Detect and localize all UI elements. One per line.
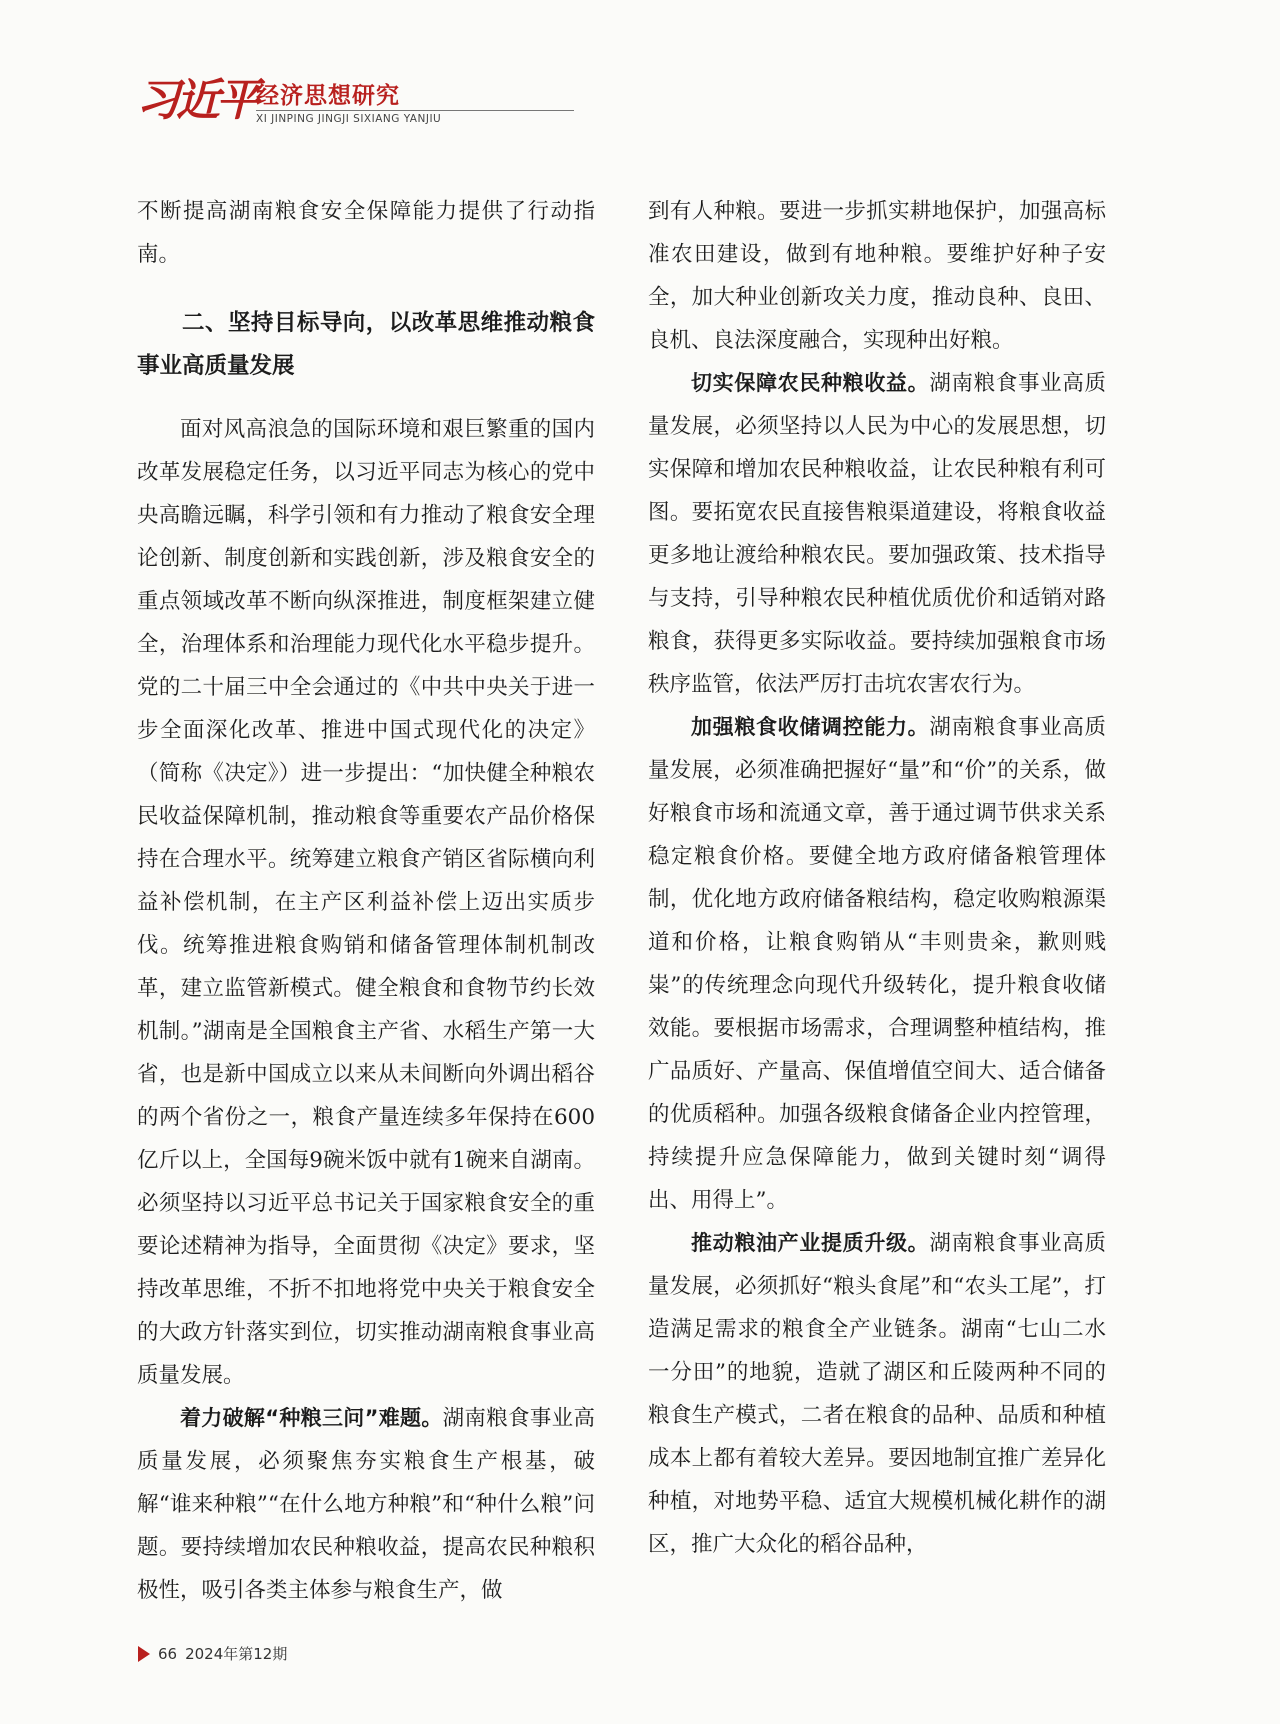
section-heading: 二、坚持目标导向，以改革思维推动粮食事业高质量发展 [137, 310, 595, 379]
header-divider [256, 110, 574, 111]
paragraph: 到有人种粮。要进一步抓实耕地保护，加强高标准农田建设，做到有地种粮。要维护好种子安全，加大种业创新攻关力度，推动良种、良田、良机、良法深度融合，实现种出好粮。 [648, 199, 1106, 353]
paragraph-lead: 着力破解“种粮三问”难题。 [180, 1406, 443, 1430]
paragraph [648, 362, 1106, 706]
journal-subtitle: XI JINPING JINGJI SIXIANG YANJIU [256, 113, 442, 125]
paragraph-body: 湖南粮食事业高质量发展，必须抓好“粮头食尾”和“农头工尾”，打造满足需求的粮食全产业链条。湖南“七山二水一分田”的地貌，造就了湖区和丘陵两种不同的粮食生产模式，二者在粮食的品种、品质和种植成本上都有着较大差异。要因地制宜推广差异化种植，对地势平稳、适宜大规模机械化耕作的湖区，推广大众化的稻谷品种， [648, 1231, 1106, 1557]
paragraph [648, 706, 1106, 1222]
paragraph-body: 湖南粮食事业高质量发展，必须聚焦夯实粮食生产根基，破解“谁来种粮”“在什么地方种粮”和“种什么粮”问题。要持续增加农民种粮收益，提高农民种粮积极性，吸引各类主体参与粮食生产，做 [137, 1406, 595, 1603]
paragraph-body: 湖南粮食事业高质量发展，必须准确把握好“量”和“价”的关系，做好粮食市场和流通文章，善于通过调节供求关系稳定粮食价格。要健全地方政府储备粮管理体制，优化地方政府储备粮结构，稳定收购粮源渠道和价格，让粮食购销从“丰则贵籴，歉则贱粜”的传统理念向现代升级转化，提升粮食收储效能。要根据市场需求，合理调整种植结构，推广品质好、产量高、保值增值空间大、适合储备的优质稻种。加强各级粮食储备企业内控管理，持续提升应急保障能力，做到关键时刻“调得出、用得上”。 [648, 715, 1106, 1213]
paragraph: 面对风高浪急的国际环境和艰巨繁重的国内改革发展稳定任务，以习近平同志为核心的党中央高瞻远瞩，科学引领和有力推动了粮食安全理论创新、制度创新和实践创新，涉及粮食安全的重点领域改革不断向纵深推进，制度框架建立健全，治理体系和治理能力现代化水平稳步提升。党的二十届三中全会通过的《中共中央关于进一步全面深化改革、推进中国式现代化的决定》（简称《决定》）进一步提出：“加快健全种粮农民收益保障机制，推动粮食等重要农产品价格保持在合理水平。统筹建立粮食产销区省际横向利益补偿机制，在主产区利益补偿上迈出实质步伐。统筹推进粮食购销和储备管理体制机制改革，建立监管新模式。健全粮食和食物节约长效机制。”湖南是全国粮食主产省、水稻生产第一大省，也是新中国成立以来从未间断向外调出稻谷的两个省份之一，粮食产量连续多年保持在600亿斤以上，全国每9碗米饭中就有1碗来自湖南。必须坚持以习近平总书记关于国家粮食安全的重要论述精神为指导，全面贯彻《决定》要求，坚持改革思维，不折不扣地将党中央关于粮食安全的大政方针落实到位，切实推动湖南粮食事业高质量发展。 [137, 417, 595, 1388]
paragraph-body: 湖南粮食事业高质量发展，必须坚持以人民为中心的发展思想，切实保障和增加农民种粮收益，让农民种粮有利可图。要拓宽农民直接售粮渠道建设，将粮食收益更多地让渡给种粮农民。要加强政策、技术指导与支持，引导种粮农民种植优质优价和适销对路粮食，获得更多实际收益。要持续加强粮食市场秩序监管，依法严厉打击坑农害农行为。 [648, 371, 1106, 697]
paragraph-lead: 加强粮食收储调控能力。 [691, 715, 930, 739]
journal-header [136, 70, 786, 140]
paragraph: 不断提高湖南粮食安全保障能力提供了行动指南。 [137, 199, 595, 267]
journal-title: 经济思想研究 [256, 83, 400, 109]
paragraph [137, 1397, 595, 1612]
paragraph-lead: 切实保障农民种粮收益。 [691, 371, 930, 395]
page-number: 66 [158, 1645, 178, 1663]
calligraphy-logo: 习近平 [136, 75, 256, 126]
right-triangle-icon [138, 1646, 150, 1662]
page-footer [138, 1644, 287, 1664]
left-column [137, 190, 595, 1612]
right-column [648, 190, 1106, 1566]
paragraph-lead: 推动粮油产业提质升级。 [691, 1231, 930, 1255]
issue-label: 2024年第12期 [185, 1645, 288, 1663]
paragraph [648, 1222, 1106, 1566]
